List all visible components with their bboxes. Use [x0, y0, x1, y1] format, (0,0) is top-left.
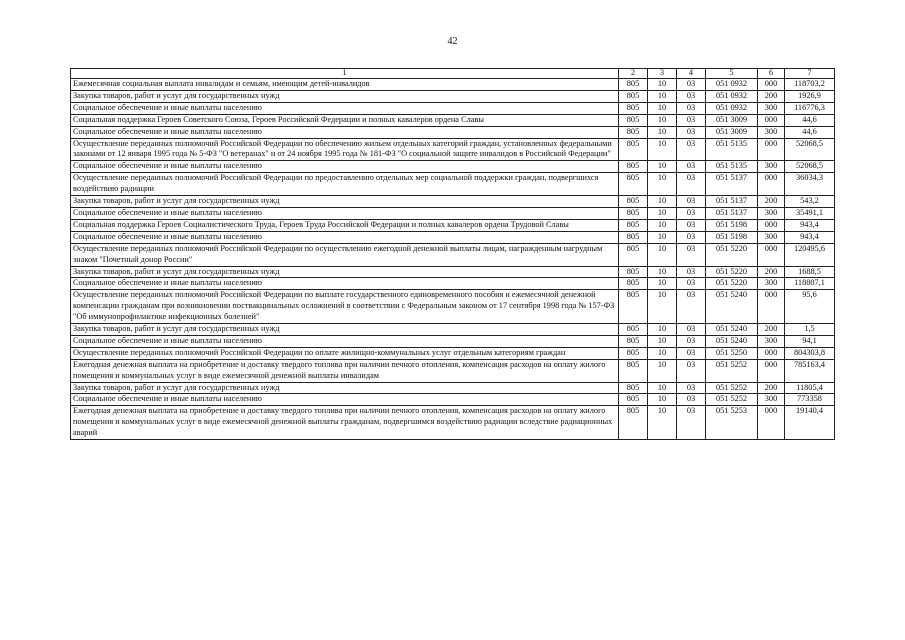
row-amount: 804303,8	[785, 347, 835, 359]
row-amount: 94,1	[785, 335, 835, 347]
row-admin-code: 805	[619, 406, 648, 440]
row-amount: 95,6	[785, 290, 835, 324]
row-admin-code: 805	[619, 126, 648, 138]
header-cell-5: 5	[706, 69, 758, 79]
row-description: Социальная поддержка Героев Социалистического Труда, Героев Труда Российской Федерации и полных кавалеров ордена Трудовой Славы	[71, 219, 619, 231]
row-description: Социальная поддержка Героев Советского Союза, Героев Российской Федерации и полных кавалеров ордена Славы	[71, 114, 619, 126]
row-target-article: 051 5253	[706, 406, 758, 440]
row-description: Ежемесячная социальная выплата инвалидам и семьям, имеющим детей-инвалидов	[71, 79, 619, 91]
row-description: Ежегодная денежная выплата на приобретение и доставку твердого топлива при наличии печного отопления, компенсация расходов на оплату жилого помещения и коммунальных услуг в виде ежемесячной денежной выплаты инвалидам	[71, 359, 619, 382]
row-target-article: 051 5220	[706, 243, 758, 266]
page-number: 42	[447, 36, 458, 47]
row-subsection: 03	[677, 102, 706, 114]
table-row	[71, 335, 835, 347]
row-amount: 52068,5	[785, 138, 835, 161]
row-subsection: 03	[677, 219, 706, 231]
row-description: Социальное обеспечение и иные выплаты населению	[71, 231, 619, 243]
row-amount: 120495,6	[785, 243, 835, 266]
row-admin-code: 805	[619, 231, 648, 243]
row-expense-type: 300	[758, 231, 785, 243]
row-target-article: 051 5240	[706, 324, 758, 336]
row-expense-type: 200	[758, 324, 785, 336]
row-amount: 773358	[785, 394, 835, 406]
budget-table	[70, 68, 835, 440]
row-amount: 1688,5	[785, 266, 835, 278]
row-target-article: 051 5137	[706, 173, 758, 196]
row-description: Социальное обеспечение и иные выплаты населению	[71, 126, 619, 138]
row-description: Социальное обеспечение и иные выплаты населению	[71, 394, 619, 406]
row-description: Осуществление переданных полномочий Российской Федерации по оплате жилищно-коммунальных услуг отдельным категориям граждан	[71, 347, 619, 359]
row-section: 10	[648, 161, 677, 173]
row-section: 10	[648, 266, 677, 278]
row-target-article: 051 5198	[706, 231, 758, 243]
row-target-article: 051 5135	[706, 138, 758, 161]
row-amount: 1,5	[785, 324, 835, 336]
table-row	[71, 278, 835, 290]
row-expense-type: 200	[758, 266, 785, 278]
row-section: 10	[648, 196, 677, 208]
row-section: 10	[648, 394, 677, 406]
row-expense-type: 000	[758, 114, 785, 126]
row-subsection: 03	[677, 138, 706, 161]
row-description: Осуществление переданных полномочий Российской Федерации по осуществлению ежегодной денежной выплаты лицам, награжденным нагрудным знаком "Почетный донор России"	[71, 243, 619, 266]
table-row	[71, 219, 835, 231]
table-row	[71, 290, 835, 324]
row-admin-code: 805	[619, 196, 648, 208]
header-cell-1: 1	[71, 69, 619, 79]
row-subsection: 03	[677, 335, 706, 347]
row-description: Закупка товаров, работ и услуг для государственных нужд	[71, 382, 619, 394]
row-section: 10	[648, 219, 677, 231]
row-amount: 543,2	[785, 196, 835, 208]
row-expense-type: 300	[758, 207, 785, 219]
row-section: 10	[648, 324, 677, 336]
row-target-article: 051 0932	[706, 102, 758, 114]
row-expense-type: 300	[758, 335, 785, 347]
row-amount: 943,4	[785, 231, 835, 243]
row-amount: 19140,4	[785, 406, 835, 440]
row-section: 10	[648, 126, 677, 138]
row-admin-code: 805	[619, 266, 648, 278]
row-section: 10	[648, 406, 677, 440]
row-admin-code: 805	[619, 335, 648, 347]
header-cell-3: 3	[648, 69, 677, 79]
row-amount: 44,6	[785, 114, 835, 126]
row-amount: 943,4	[785, 219, 835, 231]
table-row	[71, 231, 835, 243]
row-description: Социальное обеспечение и иные выплаты населению	[71, 335, 619, 347]
row-section: 10	[648, 382, 677, 394]
row-section: 10	[648, 138, 677, 161]
row-subsection: 03	[677, 161, 706, 173]
row-expense-type: 300	[758, 161, 785, 173]
row-description: Социальное обеспечение и иные выплаты населению	[71, 207, 619, 219]
row-subsection: 03	[677, 324, 706, 336]
row-expense-type: 300	[758, 102, 785, 114]
row-admin-code: 805	[619, 207, 648, 219]
row-target-article: 051 5240	[706, 335, 758, 347]
table-row	[71, 126, 835, 138]
row-admin-code: 805	[619, 219, 648, 231]
table-row	[71, 114, 835, 126]
row-amount: 35491,1	[785, 207, 835, 219]
row-expense-type: 300	[758, 278, 785, 290]
header-cell-4: 4	[677, 69, 706, 79]
row-expense-type: 000	[758, 138, 785, 161]
row-target-article: 051 3009	[706, 126, 758, 138]
row-subsection: 03	[677, 231, 706, 243]
row-target-article: 051 0932	[706, 90, 758, 102]
row-admin-code: 805	[619, 394, 648, 406]
header-cell-2: 2	[619, 69, 648, 79]
row-subsection: 03	[677, 196, 706, 208]
row-section: 10	[648, 102, 677, 114]
row-amount: 44,6	[785, 126, 835, 138]
table-header-row	[71, 69, 835, 79]
row-target-article: 051 5252	[706, 394, 758, 406]
row-expense-type: 000	[758, 79, 785, 91]
row-subsection: 03	[677, 394, 706, 406]
table-row	[71, 79, 835, 91]
row-amount: 118703,2	[785, 79, 835, 91]
row-subsection: 03	[677, 207, 706, 219]
row-description: Ежегодная денежная выплата на приобретение и доставку твердого топлива при наличии печного отопления, компенсация расходов на оплату жилого помещения и коммунальных услуг в виде ежемесячной денежной выплаты гражданам, подвергшимся воздействию радиации вследствие радиационных аварий	[71, 406, 619, 440]
row-description: Осуществление переданных полномочий Российской Федерации по обеспечению жильем отдельных категорий граждан, установленных федеральными законами от 12 января 1995 года № 5-ФЗ "О ветеранах" и от 24 ноября 1995 года № 181-ФЗ "О социальной защите инвалидов в Российской Федерации"	[71, 138, 619, 161]
row-expense-type: 000	[758, 290, 785, 324]
row-description: Осуществление переданных полномочий Российской Федерации по предоставлению отдельных мер социальной поддержки граждан, подвергшихся воздействию радиации	[71, 173, 619, 196]
row-target-article: 051 5252	[706, 359, 758, 382]
row-description: Социальное обеспечение и иные выплаты населению	[71, 161, 619, 173]
row-target-article: 051 5137	[706, 207, 758, 219]
row-amount: 11805,4	[785, 382, 835, 394]
row-subsection: 03	[677, 406, 706, 440]
row-description: Закупка товаров, работ и услуг для государственных нужд	[71, 324, 619, 336]
row-admin-code: 805	[619, 278, 648, 290]
row-amount: 118807,1	[785, 278, 835, 290]
row-section: 10	[648, 114, 677, 126]
row-description: Социальное обеспечение и иные выплаты населению	[71, 278, 619, 290]
row-expense-type: 200	[758, 382, 785, 394]
table-row	[71, 243, 835, 266]
row-subsection: 03	[677, 278, 706, 290]
row-expense-type: 200	[758, 196, 785, 208]
row-amount: 1926,9	[785, 90, 835, 102]
row-section: 10	[648, 79, 677, 91]
row-subsection: 03	[677, 359, 706, 382]
row-admin-code: 805	[619, 90, 648, 102]
row-admin-code: 805	[619, 161, 648, 173]
row-expense-type: 000	[758, 243, 785, 266]
row-expense-type: 000	[758, 219, 785, 231]
row-amount: 52068,5	[785, 161, 835, 173]
row-admin-code: 805	[619, 102, 648, 114]
row-target-article: 051 5220	[706, 266, 758, 278]
row-amount: 116776,3	[785, 102, 835, 114]
table-row	[71, 394, 835, 406]
row-section: 10	[648, 335, 677, 347]
row-target-article: 051 5198	[706, 219, 758, 231]
row-section: 10	[648, 173, 677, 196]
row-expense-type: 200	[758, 90, 785, 102]
row-subsection: 03	[677, 290, 706, 324]
header-cell-6: 6	[758, 69, 785, 79]
row-expense-type: 000	[758, 173, 785, 196]
row-admin-code: 805	[619, 114, 648, 126]
row-subsection: 03	[677, 126, 706, 138]
row-section: 10	[648, 207, 677, 219]
table-row	[71, 196, 835, 208]
table-row	[71, 90, 835, 102]
table-row	[71, 266, 835, 278]
row-admin-code: 805	[619, 290, 648, 324]
table-row	[71, 138, 835, 161]
row-target-article: 051 5137	[706, 196, 758, 208]
row-expense-type: 300	[758, 394, 785, 406]
row-section: 10	[648, 90, 677, 102]
row-target-article: 051 0932	[706, 79, 758, 91]
table-row	[71, 173, 835, 196]
row-expense-type: 000	[758, 406, 785, 440]
row-subsection: 03	[677, 266, 706, 278]
row-subsection: 03	[677, 173, 706, 196]
table-row	[71, 359, 835, 382]
table-row	[71, 406, 835, 440]
row-section: 10	[648, 290, 677, 324]
table-row	[71, 324, 835, 336]
row-amount: 36034,3	[785, 173, 835, 196]
row-section: 10	[648, 231, 677, 243]
row-amount: 785163,4	[785, 359, 835, 382]
row-section: 10	[648, 243, 677, 266]
row-subsection: 03	[677, 243, 706, 266]
row-target-article: 051 5135	[706, 161, 758, 173]
row-target-article: 051 5250	[706, 347, 758, 359]
table-row	[71, 382, 835, 394]
row-description: Социальное обеспечение и иные выплаты населению	[71, 102, 619, 114]
row-description: Закупка товаров, работ и услуг для государственных нужд	[71, 266, 619, 278]
table-row	[71, 102, 835, 114]
row-subsection: 03	[677, 90, 706, 102]
row-target-article: 051 5252	[706, 382, 758, 394]
row-subsection: 03	[677, 347, 706, 359]
row-target-article: 051 5240	[706, 290, 758, 324]
row-description: Закупка товаров, работ и услуг для государственных нужд	[71, 196, 619, 208]
table-row	[71, 161, 835, 173]
row-admin-code: 805	[619, 347, 648, 359]
row-section: 10	[648, 359, 677, 382]
row-expense-type: 000	[758, 359, 785, 382]
row-subsection: 03	[677, 79, 706, 91]
table-row	[71, 207, 835, 219]
row-target-article: 051 5220	[706, 278, 758, 290]
row-section: 10	[648, 347, 677, 359]
row-subsection: 03	[677, 382, 706, 394]
row-expense-type: 000	[758, 347, 785, 359]
row-admin-code: 805	[619, 324, 648, 336]
row-section: 10	[648, 278, 677, 290]
row-subsection: 03	[677, 114, 706, 126]
row-admin-code: 805	[619, 79, 648, 91]
row-admin-code: 805	[619, 382, 648, 394]
row-description: Осуществление переданных полномочий Российской Федерации по выплате государственного единовременного пособия и ежемесячной денежной компенсации гражданам при возникновении поствакцинальных осложнений в соответствии с Федеральным законом от 17 сентября 1998 года № 157-ФЗ "Об иммунопрофилактике инфекционных болезней"	[71, 290, 619, 324]
table-row	[71, 347, 835, 359]
row-expense-type: 300	[758, 126, 785, 138]
row-admin-code: 805	[619, 138, 648, 161]
row-target-article: 051 3009	[706, 114, 758, 126]
row-admin-code: 805	[619, 173, 648, 196]
header-cell-7: 7	[785, 69, 835, 79]
row-admin-code: 805	[619, 243, 648, 266]
row-admin-code: 805	[619, 359, 648, 382]
row-description: Закупка товаров, работ и услуг для государственных нужд	[71, 90, 619, 102]
